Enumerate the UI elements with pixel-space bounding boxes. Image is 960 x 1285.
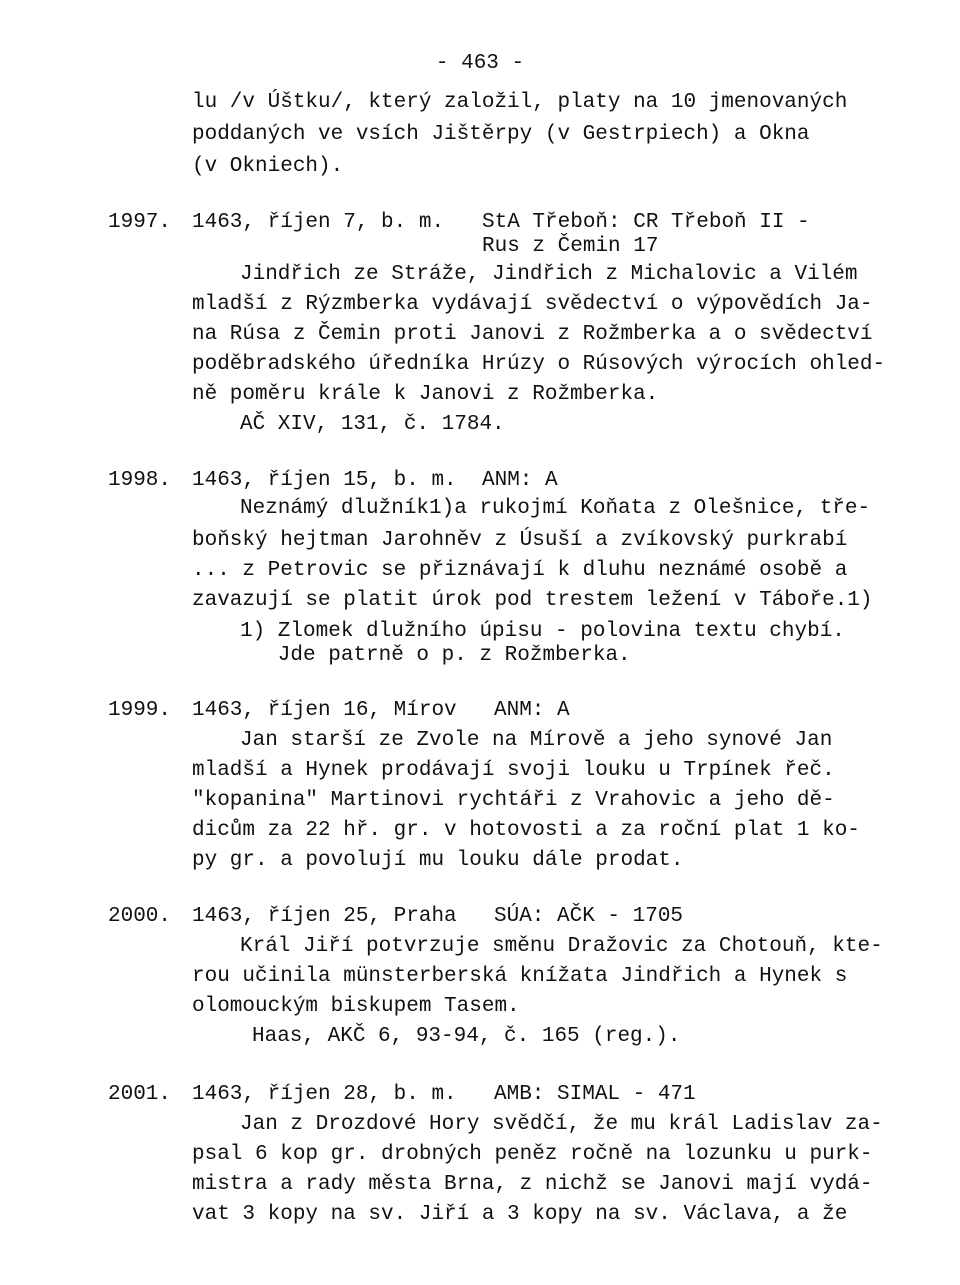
entry-number: 2000. xyxy=(108,905,172,928)
entry-body-line: Jan starší ze Zvole na Mírově a jeho synové Jan xyxy=(240,729,833,752)
intro-line: (v Okniech). xyxy=(192,155,344,178)
entry-archive: ANM: A xyxy=(482,469,558,492)
entry-body-line: Jindřich ze Stráže, Jindřich z Michalovic a Vilém xyxy=(240,263,858,286)
entry-body-line: py gr. a povolují mu louku dále prodat. xyxy=(192,849,684,872)
entry-body-line: olomouckým biskupem Tasem. xyxy=(192,995,520,1018)
page-number: - 463 - xyxy=(435,52,525,75)
entry-body-line: zavazují se platit úrok pod trestem ležení v Táboře.1) xyxy=(192,589,873,612)
footnote-line: 1) Zlomek dlužního úpisu - polovina textu chybí. xyxy=(240,620,845,643)
entry-archive: StA Třeboň: CR Třeboň II - xyxy=(482,211,810,234)
entry-body-line: Neznámý dlužník1)a rukojmí Koňata z Olešnice, tře- xyxy=(240,497,871,520)
entry-body-line: mladší a Hynek prodávají svoji louku u Trpínek řeč. xyxy=(192,759,835,782)
entry-reference: AČ XIV, 131, č. 1784. xyxy=(240,413,505,436)
entry-body-line: vat 3 kopy na sv. Jiří a 3 kopy na sv. Václava, a že xyxy=(192,1203,848,1226)
entry-date: 1463, říjen 7, b. m. xyxy=(192,211,445,234)
entry-body-line: mladší z Rýzmberka vydávají svědectví o výpovědích Ja- xyxy=(192,293,873,316)
entry-body-line: dicům za 22 hř. gr. v hotovosti a za roční plat 1 ko- xyxy=(192,819,860,842)
entry-body-line: poděbradského úředníka Hrúzy o Rúsových výrocích ohled- xyxy=(192,353,886,376)
entry-archive: SÚA: AČK - 1705 xyxy=(494,905,684,928)
entry-reference: Haas, AKČ 6, 93-94, č. 165 (reg.). xyxy=(252,1025,681,1048)
entry-archive: Rus z Čemin 17 xyxy=(482,235,659,258)
entry-number: 1997. xyxy=(108,211,172,234)
entry-body-line: psal 6 kop gr. drobných peněz ročně na lozunku u purk- xyxy=(192,1143,873,1166)
entry-number: 1999. xyxy=(108,699,172,722)
entry-body-line: rou učinila münsterberská knížata Jindřich a Hynek s xyxy=(192,965,848,988)
entry-body-line: Král Jiří potvrzuje směnu Dražovic za Chotouň, kte- xyxy=(240,935,883,958)
entry-date: 1463, říjen 28, b. m. xyxy=(192,1083,457,1106)
entry-archive: AMB: SIMAL - 471 xyxy=(494,1083,696,1106)
entry-body-line: ně poměru krále k Janovi z Rožmberka. xyxy=(192,383,659,406)
entry-body-line: boňský hejtman Jarohněv z Úsuší a zvíkovský purkrabí xyxy=(192,529,848,552)
entry-archive: ANM: A xyxy=(494,699,570,722)
entry-body-line: na Rúsa z Čemin proti Janovi z Rožmberka a o svědectví xyxy=(192,323,873,346)
entry-number: 2001. xyxy=(108,1083,172,1106)
entry-body-line: mistra a rady města Brna, z nichž se Janovi mají vydá- xyxy=(192,1173,873,1196)
entry-body-line: "kopanina" Martinovi rychtáři z Vrahovic a jeho dě- xyxy=(192,789,835,812)
entry-body-line: Jan z Drozdové Hory svědčí, že mu král Ladislav za- xyxy=(240,1113,883,1136)
intro-line: poddaných ve vsích Jištěrpy (v Gestrpiech) a Okna xyxy=(192,123,810,146)
entry-date: 1463, říjen 25, Praha xyxy=(192,905,457,928)
entry-date: 1463, říjen 15, b. m. xyxy=(192,469,457,492)
entry-date: 1463, říjen 16, Mírov xyxy=(192,699,457,722)
entry-body-line: ... z Petrovic se přiznávají k dluhu neznámé osobě a xyxy=(192,559,848,582)
footnote-line: Jde patrně o p. z Rožmberka. xyxy=(240,644,631,667)
intro-line: lu /v Úštku/, který založil, platy na 10 jmenovaných xyxy=(192,91,848,114)
entry-number: 1998. xyxy=(108,469,172,492)
